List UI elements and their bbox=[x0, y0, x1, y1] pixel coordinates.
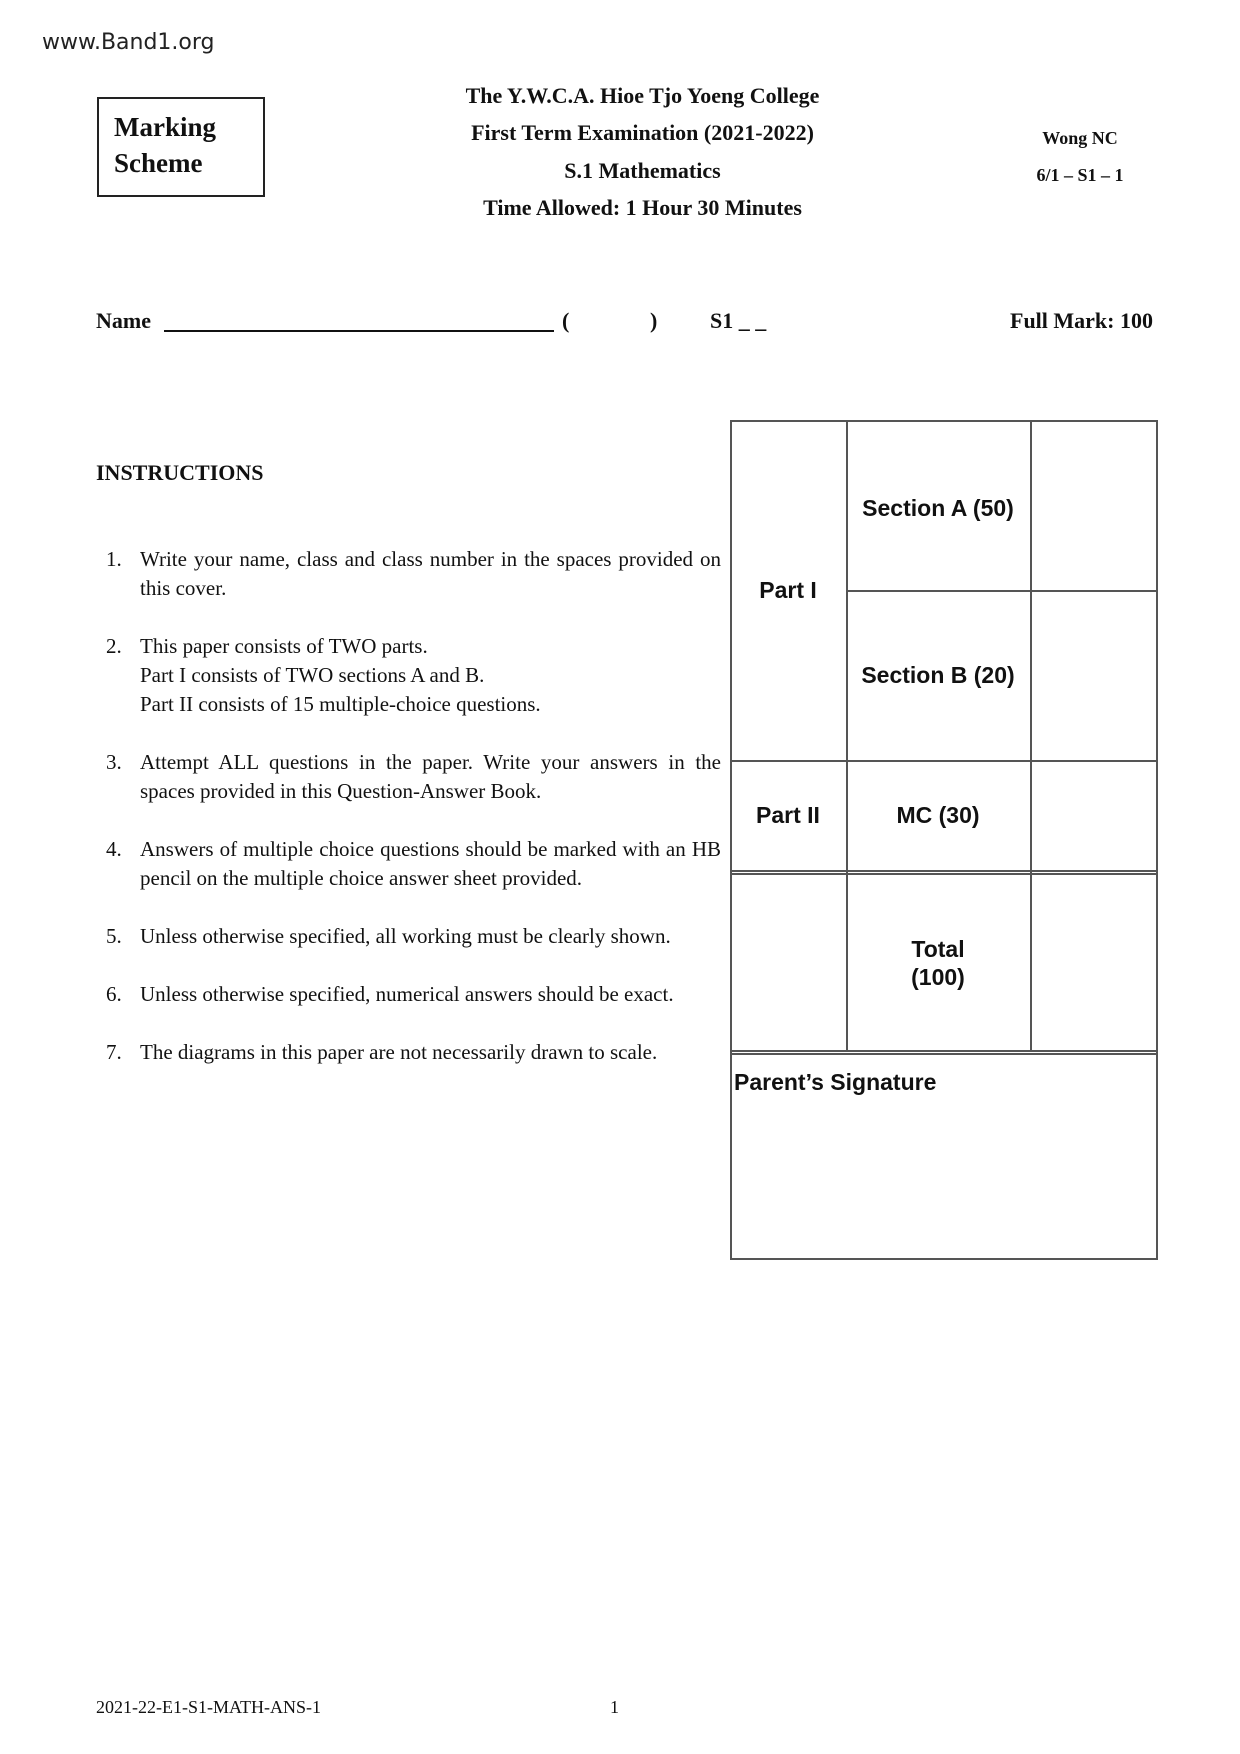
class-field: S1 _ _ bbox=[710, 308, 767, 333]
instruction-item: 4. Answers of multiple choice questions should be marked with an HB pencil on the multiple choice answer sheet provided. bbox=[106, 837, 721, 890]
full-mark: Full Mark: 100 bbox=[1010, 308, 1153, 333]
time-allowed: Time Allowed: 1 Hour 30 Minutes bbox=[483, 195, 802, 220]
parent-signature-label: Parent’s Signature bbox=[734, 1069, 937, 1095]
marking-scheme-box bbox=[97, 97, 265, 197]
class-number-open: ( bbox=[562, 308, 570, 333]
subject: S.1 Mathematics bbox=[564, 158, 721, 183]
section-b-score[interactable] bbox=[1032, 592, 1156, 760]
instruction-item: 6. Unless otherwise specified, numerical answers should be exact. bbox=[106, 982, 674, 1006]
instructions-title: INSTRUCTIONS bbox=[96, 460, 264, 485]
part-1-label: Part I bbox=[759, 577, 817, 603]
scheme-label: Scheme bbox=[114, 148, 203, 178]
section-b-label: Section B (20) bbox=[861, 662, 1015, 688]
instruction-item: 5. Unless otherwise specified, all working must be clearly shown. bbox=[106, 924, 671, 948]
part-2-label: Part II bbox=[756, 802, 820, 828]
school-name: The Y.W.C.A. Hioe Tjo Yoeng College bbox=[465, 83, 820, 108]
footer-code: 2021-22-E1-S1-MATH-ANS-1 bbox=[96, 1697, 321, 1717]
instruction-item: 2. This paper consists of TWO parts. Part I consists of TWO sections A and B. Part II consists of 15 multiple-choice questions. bbox=[106, 634, 541, 716]
name-label: Name bbox=[96, 308, 151, 333]
paper-code: 6/1 – S1 – 1 bbox=[1036, 165, 1124, 185]
total-score[interactable] bbox=[1032, 875, 1156, 1050]
section-a-label: Section A (50) bbox=[862, 494, 1014, 521]
mc-score[interactable] bbox=[1032, 762, 1156, 870]
instruction-item: 7. The diagrams in this paper are not necessarily drawn to scale. bbox=[106, 1040, 658, 1064]
exam-title: First Term Examination (2021-2022) bbox=[471, 120, 814, 145]
watermark: www.Band1.org bbox=[42, 30, 215, 55]
marks-table bbox=[730, 420, 1158, 1260]
page-number: 1 bbox=[610, 1697, 619, 1717]
teacher-name: Wong NC bbox=[1042, 128, 1118, 148]
name-field[interactable] bbox=[164, 330, 554, 332]
section-a-score[interactable] bbox=[1032, 422, 1156, 590]
marking-label: Marking bbox=[114, 112, 217, 142]
instruction-item: 1. Write your name, class and class number in the spaces provided on this cover. bbox=[106, 547, 721, 600]
total-label: Total (100) bbox=[911, 935, 965, 990]
instruction-item: 3. Attempt ALL questions in the paper. Write your answers in the spaces provided in this Question-Answer Book. bbox=[106, 750, 721, 803]
class-number-close: ) bbox=[650, 308, 658, 333]
instructions-list bbox=[96, 545, 721, 1096]
mc-label: MC (30) bbox=[896, 802, 980, 828]
